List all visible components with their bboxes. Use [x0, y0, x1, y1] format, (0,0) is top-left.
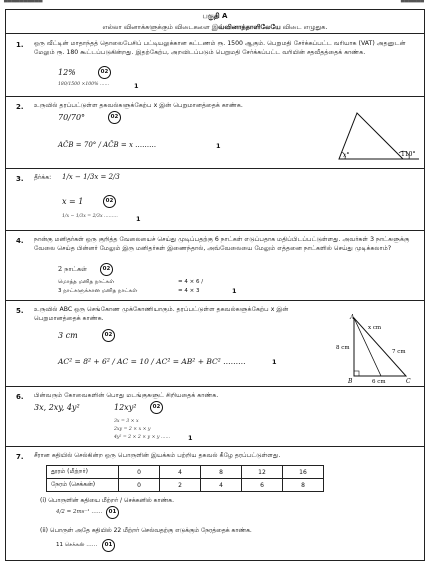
question-7 [6, 447, 424, 560]
sub-question-ii: (ii) பொருள் அதே கதியில் 22 மீற்றர் செல்வதற்கு எடுக்கும் நேரத்தைக் காண்க. [40, 527, 252, 534]
question-text: உருவில் தரப்பட்டுள்ள தகவல்களுக்கேற்ப x இன் பெறுமானத்தைக் காண்க. [34, 102, 243, 109]
mark-one: 1 [134, 82, 139, 90]
working: AC² = 8² + 6² / AC = 10 / AC² = AB² + BC² ……… [58, 357, 246, 366]
working-label-1: மொத்த மனித நாட்கள் [58, 279, 115, 285]
angle-x-label: x° [343, 152, 350, 159]
mark-circle: 02 [108, 111, 121, 124]
table-cell: 6 [242, 479, 283, 492]
vertex-a: A [350, 314, 355, 321]
question-number: 4. [16, 237, 24, 245]
working-line-3: 4y² = 2 × 2 × y × y …… [114, 435, 171, 440]
instruction-end: விடை எழுதுக. [280, 23, 328, 31]
table-cell: 16 [283, 466, 324, 479]
expressions: 3x, 2xy, 4y² [34, 403, 80, 412]
sub-i-working: 4/2 = 2ms⁻¹ …… [56, 509, 103, 515]
table-cell: 12 [242, 466, 283, 479]
mark-one: 1 [216, 142, 221, 150]
vertex-b: B [348, 378, 353, 385]
question-6 [6, 387, 424, 447]
sub-ii-working: 11 செக்கன் …… [56, 542, 98, 548]
mark-one: 1 [232, 287, 237, 295]
table-row-label: தூரம் (மீற்றர்) [47, 466, 119, 479]
question-5 [6, 301, 424, 387]
exam-sheet [5, 9, 425, 561]
question-number: 5. [16, 307, 24, 315]
question-number: 3. [16, 175, 24, 183]
table-cell: 4 [160, 466, 201, 479]
sub-question-i: (i) பொருளின் கதியை மீற்றர் / செக்கனில் காண்க. [40, 497, 174, 504]
part-header [6, 10, 424, 34]
part-title: பகுதி A [202, 12, 228, 20]
mark-circle: 02 [102, 329, 115, 342]
question-2 [6, 97, 424, 169]
question-text: உருவில் ABC ஒரு செங்கோண முக்கோணியாகும். தரப்பட்டுள்ள தகவல்களுக்கேற்ப x இன் பெறுமானத்தைக் காண்க. [34, 306, 289, 322]
label-6-cm: 6 cm [372, 379, 386, 385]
triangle-figure [331, 111, 421, 167]
part-instruction [6, 21, 424, 32]
mark-one: 1 [136, 215, 141, 223]
header-right-text: ▀▀▀▀▀▀ [400, 0, 424, 6]
question-text: சீரான கதியில் செல்கின்ற ஒரு பொருளின் இயக்கம் பற்றிய தகவல் கீழே தரப்பட்டுள்ளது. [34, 452, 281, 459]
mark-circle: 01 [102, 539, 115, 552]
working-value-2: = 4 × 3 [178, 288, 200, 294]
mark-circle: 02 [103, 195, 116, 208]
answer: 70/70° [58, 113, 86, 122]
answer: 3 cm [58, 331, 78, 340]
right-angle-mark [354, 371, 359, 376]
question-1 [6, 35, 424, 97]
question-3 [6, 169, 424, 231]
working-value-1: = 4 × 6 / [178, 279, 204, 285]
label-8-cm: 8 cm [336, 345, 350, 351]
answer: 12xy² [114, 403, 137, 412]
table-row [47, 466, 324, 479]
label-7-cm: 7 cm [392, 349, 406, 355]
question-text: பின்வரும் கோவைகளின் பொது மடங்குகளுட் சிறியதைக் காண்க. [34, 392, 219, 399]
mark-one: 1 [188, 434, 193, 442]
mark-circle: 02 [98, 66, 111, 79]
table-cell: 0 [119, 466, 160, 479]
vertex-c: C [406, 378, 411, 385]
question-4 [6, 231, 424, 301]
header-left-text: ▀▀▀▀▀▀▀▀▀▀ [4, 0, 43, 6]
mark-circle: 02 [100, 263, 113, 276]
answer: 2 நாட்கள் [58, 265, 87, 273]
motion-table [46, 465, 324, 492]
question-number: 7. [16, 453, 24, 461]
table-cell: 8 [201, 466, 242, 479]
answer: 12% [58, 68, 76, 77]
question-number: 2. [16, 103, 24, 111]
instruction-text: எல்லா வினாக்களுக்கும் விடைகளை [102, 23, 212, 31]
equation: 1/x − 1/3x = 2/3 [62, 173, 120, 181]
working: 1/x − 1/3x = 2/3x ……… [62, 214, 118, 219]
answer: x = 1 [62, 197, 84, 206]
table-cell: 8 [283, 479, 324, 492]
question-text: ஒரு வீட்டின் மாதாந்தத் தொலைபேசிப் பட்டியலுக்கான கட்டணம் ரூ. 1500 ஆகும். பெறுமதி சேர்க்கப்பட்ட வரியாக (VAT) அதனுடன் மேலும் ரூ. 180 கூட்டப்படுகின்றது. இதற்கேற்ப, அறவிடப்படும் பெறுமதி சேர்க்கப்பட்ட வரியின் சதவீதத்தைக் காண்க. [34, 40, 406, 56]
working-line-1: 3x = 3 × x [114, 419, 139, 424]
table-row-label: நேரம் (செக்கன்) [47, 479, 119, 492]
working-line-2: 2xy = 2 × x × y [114, 427, 151, 432]
label-x-cm: x cm [368, 325, 382, 331]
question-text: தீர்க்க: [34, 174, 52, 181]
question-text: நான்கு மனிதர்கள் ஒரு குறித்த வேலையைச் செய்து முடிப்பதற்கு 6 நாட்கள் எடுப்பதாக மதிப்பிடப்பட்டுள்ளது. அவர்கள் 3 நாட்களுக்கு வேலை செய்த பின்னர் மேலும் இரு மனிதர்கள் இணைந்தால், அவ்வேலையை மேலும் எத்தனை நாட்களில் செய்து முடிக்கலாம்? [34, 236, 410, 252]
angle-110-label: 110° [401, 151, 416, 158]
question-number: 6. [16, 393, 24, 401]
table-row [47, 479, 324, 492]
mark-circle: 02 [150, 401, 163, 414]
working-label-2: 3 நாட்களுக்கான மனித நாட்கள் [58, 288, 138, 294]
table-cell: 2 [160, 479, 201, 492]
table-cell: 4 [201, 479, 242, 492]
mark-circle: 01 [106, 506, 119, 519]
working: 180/1500 ×100% …… [58, 82, 110, 87]
page-header [0, 0, 430, 9]
right-triangle-figure [336, 313, 424, 385]
mark-one: 1 [272, 358, 277, 366]
instruction-bold: இவ்வினாத்தாளிலேயே [211, 23, 281, 31]
table-cell: 0 [119, 479, 160, 492]
question-number: 1. [16, 41, 24, 49]
working: AĈB = 70° / AĈB = x ……… [58, 141, 157, 149]
